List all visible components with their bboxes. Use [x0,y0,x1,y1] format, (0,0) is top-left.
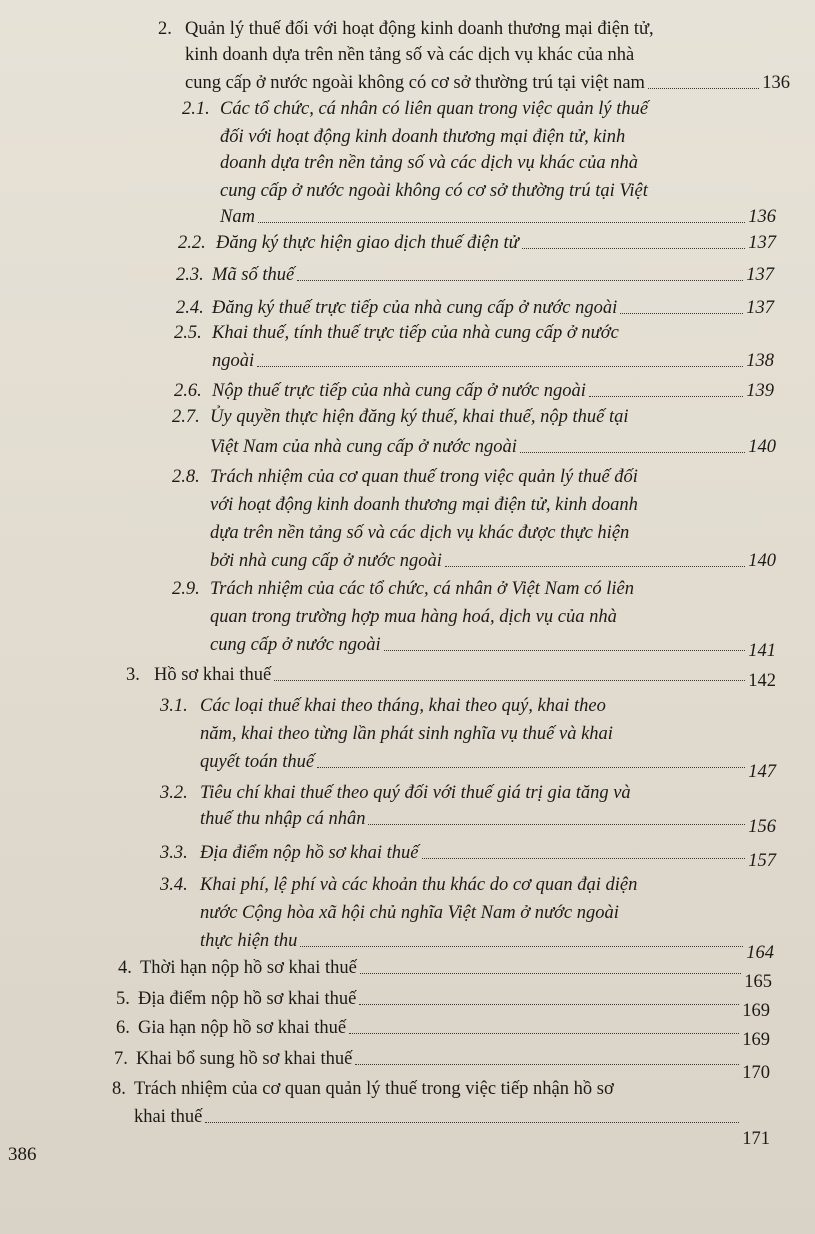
toc-entry-title: Gia hạn nộp hồ sơ khai thuế [138,1018,347,1038]
toc-page-number: 170 [742,1063,770,1083]
toc-page-number: 137 [746,265,774,285]
toc-entry-title: Tiêu chí khai thuế theo quý đối với thuế giá trị gia tăng và [200,783,631,803]
toc-entry-number: 7. [114,1049,128,1069]
toc-entry-title: Khai bổ sung hồ sơ khai thuế [136,1049,353,1069]
toc-entry-line [172,578,634,600]
toc-entry-title: Khai phí, lệ phí và các khoản thu khác do cơ quan đại diện [200,875,638,895]
toc-entry-number: 4. [118,958,132,978]
toc-page-number: 169 [742,1030,770,1050]
toc-page-number: 140 [748,551,776,571]
toc-entry-line [210,522,629,544]
toc-entry-number: 2.7. [172,407,200,427]
toc-entry-line [176,264,774,286]
toc-entry-line [210,550,776,572]
dot-leader [620,312,743,314]
toc-entry-number: 3. [126,665,140,685]
dot-leader [205,1121,739,1123]
toc-entry-line [178,232,776,254]
toc-entry-title: Thời hạn nộp hồ sơ khai thuế [140,958,357,978]
dot-leader [274,679,745,681]
toc-entry-line [114,1048,770,1083]
toc-entry-line [160,695,606,717]
toc-entry-title: Địa điểm nộp hồ sơ khai thuế [138,989,357,1009]
toc-entry-title: bởi nhà cung cấp ở nước ngoài [210,551,442,571]
toc-entry-title: cung cấp ở nước ngoài không có cơ sở thường trú tại việt nam [185,73,645,93]
toc-entry-line [220,152,638,174]
toc-entry-line [200,930,774,963]
toc-page-number: 141 [748,641,776,661]
toc-entry-title: Ủy quyền thực hiện đăng ký thuế, khai thuế, nộp thuế tại [210,407,629,427]
toc-entry-line [126,664,776,691]
toc-entry-title: khai thuế [134,1107,203,1127]
toc-entry-line [185,72,790,94]
toc-entry-line [112,1078,614,1100]
toc-entry-line [158,18,654,40]
toc-entry-number: 3.4. [160,875,188,895]
toc-entry-number: 3.1. [160,696,188,716]
toc-entry-number: 6. [116,1018,130,1038]
toc-entry-title: đối với hoạt động kinh doanh thương mại điện tử, kinh [220,127,626,147]
toc-entry-line [116,1017,770,1050]
toc-entry-title: Địa điểm nộp hồ sơ khai thuế [200,843,419,863]
toc-entry-title: dựa trên nền tảng số và các dịch vụ khác được thực hiện [210,523,630,543]
toc-entry-title: Các tổ chức, cá nhân có liên quan trong việc quản lý thuế [220,99,649,119]
toc-entry-title: cung cấp ở nước ngoài [210,635,381,655]
dot-leader [422,857,746,859]
toc-entry-line [220,126,625,148]
toc-page-number: 169 [742,1001,770,1021]
toc-entry-title: Hồ sơ khai thuế [154,665,272,685]
toc-entry-line [174,322,619,344]
dot-leader [359,1003,739,1005]
toc-entry-title: Đăng ký thực hiện giao dịch thuế điện tử [216,233,519,253]
toc-page-number: 156 [748,817,776,837]
toc-entry-title: Việt Nam của nhà cung cấp ở nước ngoài [210,437,517,457]
toc-entry-number: 2.3. [176,265,204,285]
toc-entry-number: 2.9. [172,579,200,599]
dot-leader [355,1063,739,1065]
toc-entry-line [116,988,770,1021]
toc-entry-number: 2.1. [182,99,210,119]
toc-entry-line [172,466,638,488]
toc-entry-title: Nam [220,207,255,227]
toc-entry-number: 5. [116,989,130,1009]
toc-entry-number: 2.6. [174,381,202,401]
toc-entry-number: 8. [112,1079,126,1099]
dot-leader [300,945,743,947]
dot-leader [589,395,743,397]
toc-entry-line [200,751,776,782]
toc-entry-title: Mã số thuế [212,265,295,285]
toc-page-number: 164 [746,943,774,963]
toc-entry-title: kinh doanh dựa trên nền tảng số và các dịch vụ khác của nhà [185,45,635,65]
toc-entry-title: ngoài [212,351,255,371]
toc-entry-title: Các loại thuế khai theo tháng, khai theo quý, khai theo [200,696,606,716]
toc-entry-number: 3.2. [160,783,188,803]
toc-entry-title: năm, khai theo từng lần phát sinh nghĩa vụ thuế và khai [200,724,613,744]
toc-page-number: 142 [748,671,776,691]
toc-entry-line [182,98,649,120]
toc-entry-line [212,350,774,372]
toc-entry-title: Trách nhiệm của các tổ chức, cá nhân ở Việt Nam có liên [210,579,634,599]
toc-entry-line [172,406,629,428]
toc-entry-title: nước Cộng hòa xã hội chủ nghĩa Việt Nam ở nước ngoài [200,903,619,923]
toc-entry-line [210,634,776,661]
toc-entry-number: 2. [158,19,172,39]
dot-leader [317,766,745,768]
toc-page-number: 136 [762,73,790,93]
toc-entry-title: thuế thu nhập cá nhân [200,809,366,829]
toc-entry-title: quyết toán thuế [200,752,315,772]
toc-page-number: 136 [748,207,776,227]
toc-entry-number: 2.8. [172,467,200,487]
toc-entry-number: 2.5. [174,323,202,343]
dot-leader [368,823,745,825]
toc-entry-line [134,1106,770,1149]
toc-entry-line [210,606,617,628]
dot-leader [257,365,743,367]
toc-entry-line [200,808,776,837]
toc-entry-title: thực hiện thu [200,931,298,951]
toc-page-number: 137 [748,233,776,253]
dot-leader [349,1032,739,1034]
toc-entry-line [210,494,638,516]
toc-entry-line [220,180,648,202]
toc-page-number: 138 [746,351,774,371]
dot-leader [445,565,745,567]
toc-entry-line [210,436,776,458]
toc-entry-line [185,44,634,66]
toc-entry-number: 3.3. [160,843,188,863]
toc-page-number: 171 [742,1129,770,1149]
dot-leader [360,972,741,974]
toc-page-number: 140 [748,437,776,457]
toc-entry-title: Trách nhiệm của cơ quan quản lý thuế trong việc tiếp nhận hồ sơ [134,1079,614,1099]
toc-entry-line [176,297,774,319]
toc-entry-line [160,874,638,896]
toc-entry-title: Quản lý thuế đối với hoạt động kinh doanh thương mại điện tử, [185,19,654,39]
dot-leader [384,649,746,651]
toc-entry-line [160,782,631,804]
toc-entry-title: Đăng ký thuế trực tiếp của nhà cung cấp ở nước ngoài [212,298,618,318]
dot-leader [258,221,745,223]
toc-page-number: 137 [746,298,774,318]
toc-page-number: 157 [748,851,776,871]
dot-leader [648,87,759,89]
toc-page-number: 139 [746,381,774,401]
toc-entry-title: với hoạt động kinh doanh thương mại điện tử, kinh doanh [210,495,638,515]
toc-entry-line [118,957,772,992]
toc-entry-number: 2.4. [176,298,204,318]
toc-entry-title: Trách nhiệm của cơ quan thuế trong việc quản lý thuế đối [210,467,638,487]
toc-entry-title: quan trong trường hợp mua hàng hoá, dịch vụ của nhà [210,607,617,627]
dot-leader [297,279,743,281]
toc-page-number: 147 [748,762,776,782]
page-number-folio: 386 [8,1144,37,1165]
dot-leader [522,247,746,249]
toc-page-number: 165 [744,972,772,992]
toc-entry-line [220,206,776,228]
toc-entry-title: cung cấp ở nước ngoài không có cơ sở thường trú tại Việt [220,181,648,201]
dot-leader [520,451,745,453]
toc-entry-line [160,842,776,871]
toc-entry-title: doanh dựa trên nền tảng số và các dịch vụ khác của nhà [220,153,639,173]
toc-entry-number: 2.2. [178,233,206,253]
toc-entry-line [200,723,613,745]
toc-entry-title: Nộp thuế trực tiếp của nhà cung cấp ở nước ngoài [212,381,586,401]
toc-entry-title: Khai thuế, tính thuế trực tiếp của nhà cung cấp ở nước [212,323,619,343]
toc-entry-line [200,902,619,924]
toc-entry-line [174,380,774,402]
